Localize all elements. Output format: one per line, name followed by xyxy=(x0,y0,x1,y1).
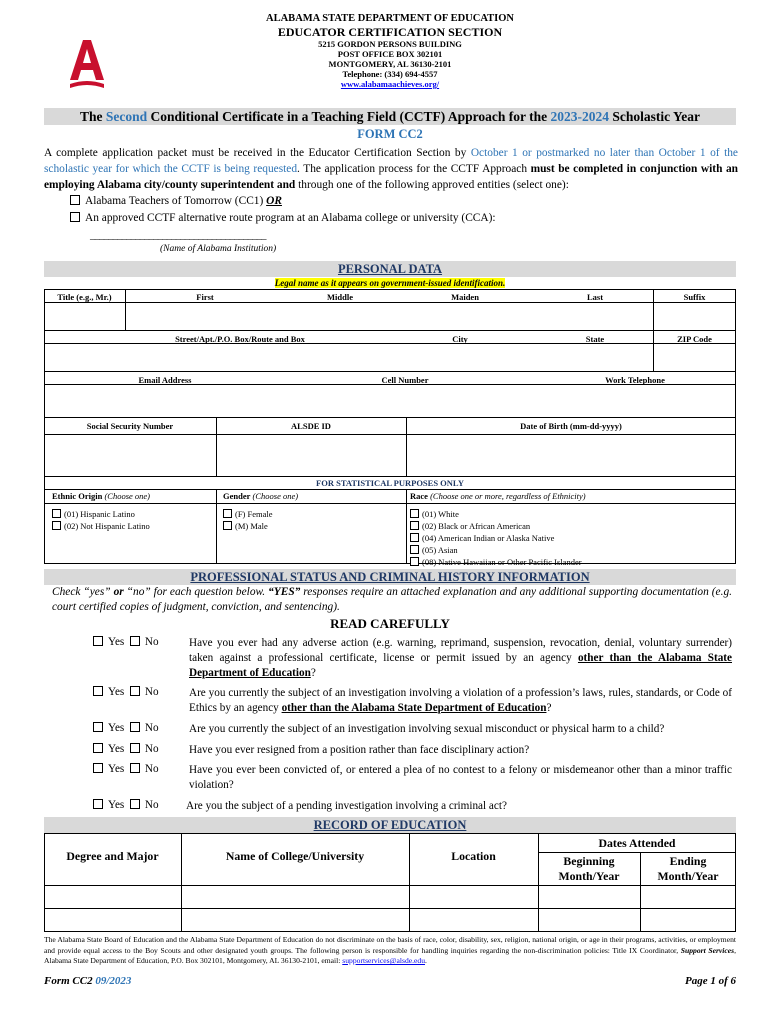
section-name: EDUCATOR CERTIFICATION SECTION xyxy=(277,25,503,39)
label-maiden: Maiden xyxy=(451,292,479,302)
input-suffix[interactable] xyxy=(654,303,735,330)
intro-paragraph: A complete application packet must be received in the Educator Certification Section by October 1 or postmarked no later than October 1 of the scholastic year for which the CCTF is being requested. The application process for the CCTF Approach must be completed in conjunction with an employing Alabama city/county superintendent and through one of the following approved entities (select one): xyxy=(44,147,738,191)
website-link[interactable]: www.alabamaachieves.org/ xyxy=(340,79,440,89)
address-line-3: MONTGOMERY, AL 36130-2101 xyxy=(328,59,452,69)
race-option[interactable]: (04) American Indian or Alaska Native xyxy=(410,532,582,544)
page-number: Page 1 of 6 xyxy=(684,975,736,987)
input-title[interactable] xyxy=(45,303,125,330)
col-dates-attended: Dates Attended xyxy=(598,836,676,850)
org-name: ALABAMA STATE DEPARTMENT OF EDUCATION xyxy=(266,13,514,24)
yes-no-q1[interactable]: Yes No xyxy=(93,636,159,648)
gender-label: Gender xyxy=(223,491,251,501)
col-beginning: Beginning Month/Year xyxy=(558,854,620,883)
label-cell: Cell Number xyxy=(381,375,429,385)
page-title: The Second Conditional Certificate in a Teaching Field (CCTF) Approach for the 2023-2024 Scholastic Year xyxy=(79,109,701,124)
label-zip: ZIP Code xyxy=(677,334,712,344)
question-6: Are you the subject of a pending investigation involving a criminal act? xyxy=(186,800,507,812)
education-heading: RECORD OF EDUCATION xyxy=(313,818,467,832)
label-state: State xyxy=(585,334,605,344)
yes-no-q3[interactable]: Yes No xyxy=(93,722,159,734)
ethnic-option[interactable]: (01) Hispanic Latino xyxy=(52,508,150,520)
input-contact[interactable] xyxy=(45,385,735,417)
input-address[interactable] xyxy=(45,344,652,370)
professional-instructions: Check “yes” or “no” for each question below. “YES” responses require an attached explanation and any additional supporting documentation (e.g. court certified copies of judgment, conviction, and sentencing). xyxy=(52,586,732,613)
label-dob: Date of Birth (mm-dd-yyyy) xyxy=(520,421,622,431)
question-2: Are you currently the subject of an investigation involving a violation of a profession’s laws, rules, standards, or Code of Ethics by an agency other than the Alabama State Department of Education? xyxy=(189,687,732,714)
legal-name-note: Legal name as it appears on government-issued identification. xyxy=(274,278,506,288)
question-3: Are you currently the subject of an investigation involving sexual misconduct or physical harm to a child? xyxy=(189,723,665,735)
institution-blank[interactable]: _______________________________________ xyxy=(90,229,266,241)
label-alsde-id: ALSDE ID xyxy=(291,421,331,431)
yes-no-q4[interactable]: Yes No xyxy=(93,743,159,755)
ethnic-option[interactable]: (02) Not Hispanic Latino xyxy=(52,520,150,532)
input-alsde-id[interactable] xyxy=(217,435,405,475)
education-row-1[interactable] xyxy=(45,886,735,907)
input-name[interactable] xyxy=(126,303,653,330)
question-1: Have you ever had any adverse action (e.g. warning, reprimand, suspension, revocation, denial, voluntary surrender) taken against a professional certificate, license or permit issued by an agency other than the Alabama State Department of Education? xyxy=(189,637,732,679)
professional-heading: PROFESSIONAL STATUS AND CRIMINAL HISTORY INFORMATION xyxy=(190,570,590,584)
label-email: Email Address xyxy=(138,375,192,385)
checkbox[interactable] xyxy=(70,195,80,205)
race-option[interactable]: (05) Asian xyxy=(410,544,582,556)
question-5: Have you ever been convicted of, or entered a plea of no contest to a felony or misdemeanor other than a minor traffic violation? xyxy=(189,764,732,791)
entity-option-cc1[interactable]: Alabama Teachers of Tomorrow (CC1) OR xyxy=(70,195,282,207)
read-carefully: READ CAREFULLY xyxy=(330,616,450,631)
alsde-logo xyxy=(66,38,108,90)
col-ending: Ending Month/Year xyxy=(657,854,719,883)
label-suffix: Suffix xyxy=(683,292,706,302)
entity-option-cca[interactable]: An approved CCTF alternative route program at an Alabama college or university (CCA): xyxy=(70,212,496,224)
label-street: Street/Apt./P.O. Box/Route and Box xyxy=(175,334,305,344)
yes-no-q5[interactable]: Yes No xyxy=(93,763,159,775)
race-option[interactable]: (01) White xyxy=(410,508,582,520)
form-version: Form CC2 09/2023 xyxy=(44,975,132,987)
input-zip[interactable] xyxy=(654,344,735,370)
gender-option[interactable]: (M) Male xyxy=(223,520,273,532)
address-line-2: POST OFFICE BOX 302101 xyxy=(337,49,443,59)
yes-no-q2[interactable]: Yes No xyxy=(93,686,159,698)
col-location: Location xyxy=(451,849,496,863)
label-last: Last xyxy=(586,292,604,302)
education-row-2[interactable] xyxy=(45,909,735,931)
label-ssn: Social Security Number xyxy=(86,421,174,431)
institution-label: (Name of Alabama Institution) xyxy=(160,244,277,254)
input-ssn[interactable] xyxy=(45,435,215,475)
email-link[interactable]: supportservices@alsde.edu xyxy=(342,956,425,965)
label-middle: Middle xyxy=(327,292,353,302)
col-degree: Degree and Major xyxy=(66,849,159,863)
label-title: Title (e.g., Mr.) xyxy=(57,292,112,302)
checkbox[interactable] xyxy=(70,212,80,222)
col-college: Name of College/University xyxy=(225,849,365,863)
label-work-phone: Work Telephone xyxy=(605,375,665,385)
telephone: Telephone: (334) 694-4557 xyxy=(342,69,438,79)
question-4: Have you ever resigned from a position rather than face disciplinary action? xyxy=(189,744,530,756)
statistical-heading: FOR STATISTICAL PURPOSES ONLY xyxy=(316,478,464,488)
label-first: First xyxy=(196,292,214,302)
yes-no-q6[interactable]: Yes No xyxy=(93,799,159,811)
gender-option[interactable]: (F) Female xyxy=(223,508,273,520)
input-dob[interactable] xyxy=(407,435,735,475)
race-label: Race xyxy=(410,491,428,501)
form-code: FORM CC2 xyxy=(357,127,423,141)
address-line-1: 5215 GORDON PERSONS BUILDING xyxy=(318,39,462,49)
label-city: City xyxy=(452,334,468,344)
race-option[interactable]: (08) Native Hawaiian or Other Pacific Islander xyxy=(410,556,582,568)
nondiscrimination-notice: The Alabama State Board of Education and the Alabama State Department of Education do not discriminate on the basis of race, color, disability, sex, religion, national origin, or age in their programs, activities, or employment and provide equal access to the Boy Scouts and other designated youth groups. The following person is responsible for handling inquiries regarding the non-discrimination policies: Title IX Coordinator, Support Services, Alabama State Department of Education, P.O. Box 302101, Montgomery, AL 36130-2101, email: supportservices@alsde.edu. xyxy=(44,935,736,965)
ethnic-label: Ethnic Origin xyxy=(52,491,103,501)
race-option[interactable]: (02) Black or African American xyxy=(410,520,582,532)
personal-data-heading: PERSONAL DATA xyxy=(337,262,443,276)
